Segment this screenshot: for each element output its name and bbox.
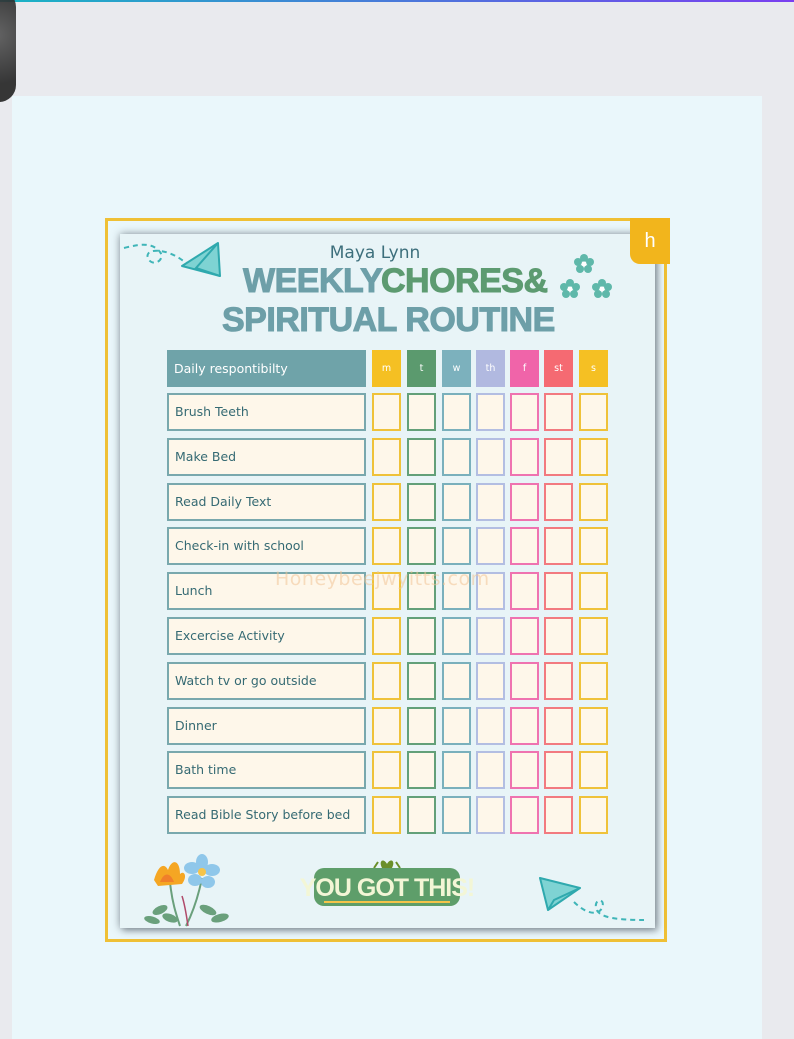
day-header-st: st (544, 350, 573, 387)
checkbox-w[interactable] (442, 393, 471, 431)
checkbox-th[interactable] (476, 707, 505, 745)
child-name: Maya Lynn (329, 243, 421, 263)
checkbox-t[interactable] (407, 393, 436, 431)
checkbox-th[interactable] (476, 393, 505, 431)
checkbox-w[interactable] (442, 751, 471, 789)
checkbox-t[interactable] (407, 438, 436, 476)
checkbox-w[interactable] (442, 662, 471, 700)
title-spiritual-routine: SPIRITUAL ROUTINE (222, 301, 555, 339)
day-header-m: m (372, 350, 401, 387)
day-header-s: s (579, 350, 608, 387)
checkbox-s[interactable] (579, 617, 608, 655)
checkbox-th[interactable] (476, 751, 505, 789)
checkbox-s[interactable] (579, 796, 608, 834)
checkbox-st[interactable] (544, 483, 573, 521)
checkbox-f[interactable] (510, 796, 539, 834)
task-row: Lunch (167, 572, 366, 610)
checkbox-m[interactable] (372, 796, 401, 834)
task-row: Brush Teeth (167, 393, 366, 431)
checkbox-st[interactable] (544, 438, 573, 476)
task-row: Read Bible Story before bed (167, 796, 366, 834)
day-header-t: t (407, 350, 436, 387)
checkbox-w[interactable] (442, 707, 471, 745)
checkbox-m[interactable] (372, 751, 401, 789)
paper-plane-icon (538, 874, 648, 926)
checkbox-st[interactable] (544, 751, 573, 789)
day-header-th: th (476, 350, 505, 387)
checkbox-th[interactable] (476, 662, 505, 700)
checkbox-t[interactable] (407, 483, 436, 521)
checkbox-w[interactable] (442, 527, 471, 565)
checkbox-th[interactable] (476, 617, 505, 655)
flowers-illustration-icon (140, 852, 240, 928)
checkbox-th[interactable] (476, 483, 505, 521)
paper-plane-icon (122, 238, 232, 288)
task-row: Watch tv or go outside (167, 662, 366, 700)
checkbox-s[interactable] (579, 483, 608, 521)
title-weekly: WEEKLY (243, 262, 383, 300)
you-got-this-sticker (299, 858, 475, 910)
checkbox-f[interactable] (510, 662, 539, 700)
checkbox-s[interactable] (579, 707, 608, 745)
checkbox-s[interactable] (579, 572, 608, 610)
checkbox-m[interactable] (372, 438, 401, 476)
checkbox-m[interactable] (372, 617, 401, 655)
checkbox-f[interactable] (510, 393, 539, 431)
checkbox-st[interactable] (544, 617, 573, 655)
checkbox-th[interactable] (476, 796, 505, 834)
title-chores: CHORES& (381, 262, 548, 300)
day-header-w: w (442, 350, 471, 387)
checkbox-f[interactable] (510, 438, 539, 476)
task-row: Excercise Activity (167, 617, 366, 655)
task-row: Read Daily Text (167, 483, 366, 521)
finger-shadow (0, 0, 16, 102)
checkbox-t[interactable] (407, 617, 436, 655)
checkbox-t[interactable] (407, 796, 436, 834)
task-row: Make Bed (167, 438, 366, 476)
checkbox-t[interactable] (407, 662, 436, 700)
top-accent-line (0, 0, 794, 2)
checkbox-m[interactable] (372, 483, 401, 521)
checkbox-m[interactable] (372, 527, 401, 565)
checkbox-w[interactable] (442, 617, 471, 655)
checkbox-s[interactable] (579, 393, 608, 431)
checkbox-st[interactable] (544, 796, 573, 834)
checkbox-th[interactable] (476, 527, 505, 565)
responsibility-header: Daily respontibilty (167, 350, 366, 387)
checkbox-s[interactable] (579, 662, 608, 700)
checkbox-f[interactable] (510, 751, 539, 789)
checkbox-st[interactable] (544, 572, 573, 610)
checkbox-w[interactable] (442, 796, 471, 834)
checkbox-f[interactable] (510, 707, 539, 745)
checkbox-s[interactable] (579, 527, 608, 565)
checkbox-t[interactable] (407, 527, 436, 565)
day-header-f: f (510, 350, 539, 387)
you-got-this-text: YOU GOT THIS! (299, 874, 475, 902)
checkbox-t[interactable] (407, 751, 436, 789)
checkbox-m[interactable] (372, 707, 401, 745)
checkbox-f[interactable] (510, 527, 539, 565)
checkbox-w[interactable] (442, 438, 471, 476)
brand-badge[interactable]: h (630, 218, 670, 264)
checkbox-st[interactable] (544, 707, 573, 745)
checkbox-f[interactable] (510, 483, 539, 521)
task-row: Bath time (167, 751, 366, 789)
task-row: Check-in with school (167, 527, 366, 565)
checkbox-s[interactable] (579, 438, 608, 476)
checkbox-st[interactable] (544, 662, 573, 700)
checkbox-t[interactable] (407, 707, 436, 745)
checkbox-s[interactable] (579, 751, 608, 789)
checkbox-m[interactable] (372, 393, 401, 431)
checkbox-st[interactable] (544, 527, 573, 565)
flower-cluster-icon (560, 252, 620, 302)
checkbox-f[interactable] (510, 617, 539, 655)
task-row: Dinner (167, 707, 366, 745)
checkbox-st[interactable] (544, 393, 573, 431)
watermark: Honeybeejwyitts.com (275, 568, 490, 590)
checkbox-f[interactable] (510, 572, 539, 610)
checkbox-th[interactable] (476, 438, 505, 476)
checkbox-m[interactable] (372, 662, 401, 700)
checkbox-w[interactable] (442, 483, 471, 521)
